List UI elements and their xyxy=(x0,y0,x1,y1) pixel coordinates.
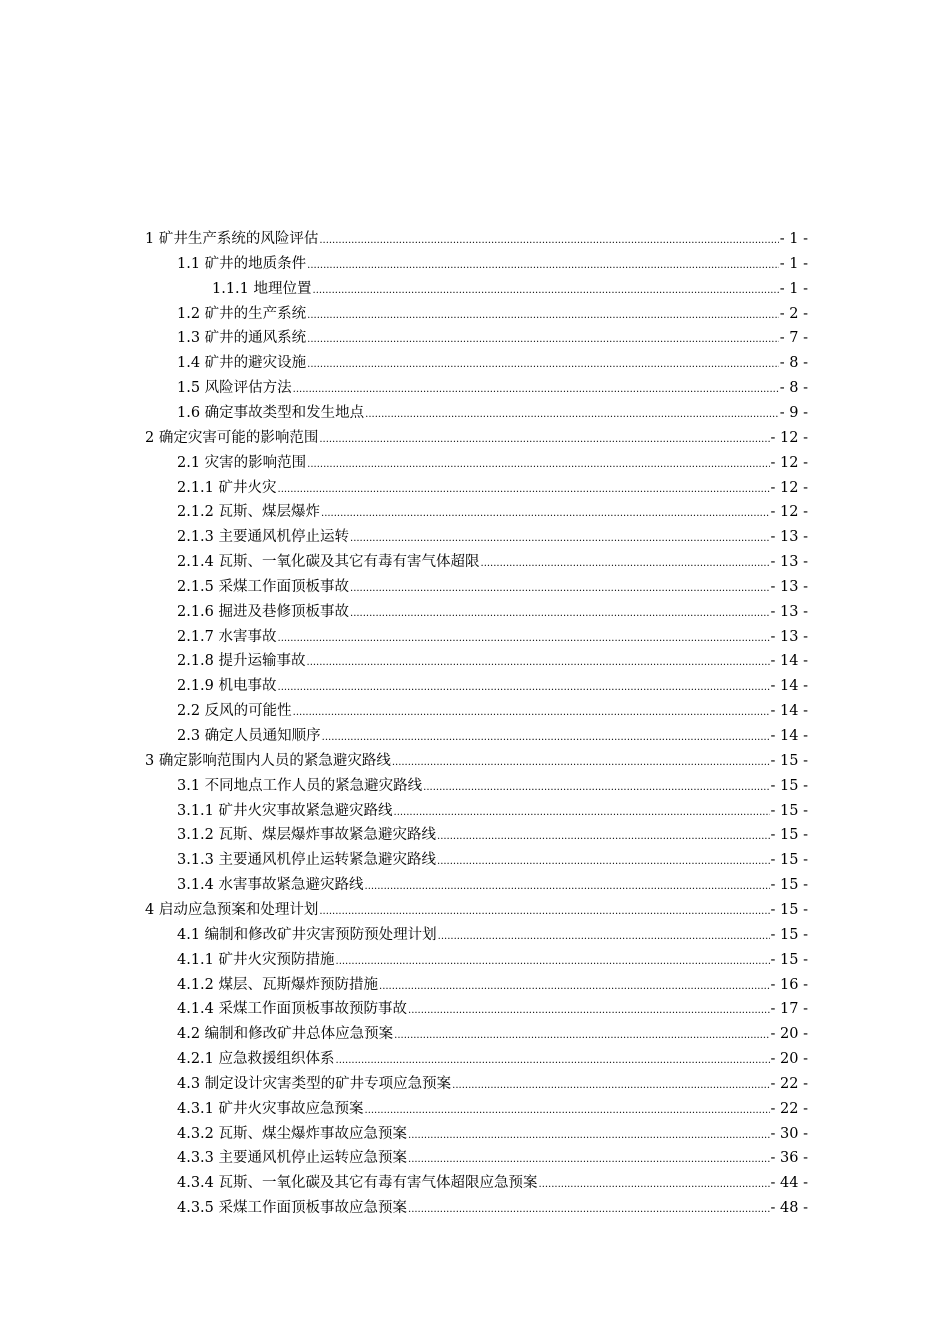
toc-entry-title: 2.1.1 矿井火灾 xyxy=(177,479,277,496)
toc-entry-title: 2.1.2 瓦斯、煤层爆炸 xyxy=(177,504,321,521)
toc-entry[interactable] xyxy=(177,402,808,424)
toc-entry[interactable] xyxy=(177,1098,808,1120)
toc-dot-leader xyxy=(437,851,770,871)
toc-entry-page-number: - 9 - xyxy=(779,404,808,421)
toc-entry[interactable] xyxy=(177,998,808,1020)
toc-dot-leader xyxy=(319,230,778,250)
toc-entry[interactable] xyxy=(177,501,808,523)
toc-entry[interactable] xyxy=(177,974,808,996)
toc-entry-page-number: - 17 - xyxy=(770,1001,808,1018)
toc-entry-page-number: - 16 - xyxy=(770,976,808,993)
toc-dot-leader xyxy=(278,628,770,648)
toc-entry-page-number: - 12 - xyxy=(770,479,808,496)
toc-entry-title: 4.3.4 瓦斯、一氧化碳及其它有毒有害气体超限应急预案 xyxy=(177,1175,538,1192)
toc-entry-title: 1.1.1 地理位置 xyxy=(212,280,312,297)
toc-entry[interactable] xyxy=(145,750,808,772)
toc-entry-title: 2.1.8 提升运输事故 xyxy=(177,653,306,670)
toc-dot-leader xyxy=(307,652,770,672)
toc-entry-title: 2.1.5 采煤工作面顶板事故 xyxy=(177,578,350,595)
toc-entry-title: 2.1.4 瓦斯、一氧化碳及其它有毒有害气体超限 xyxy=(177,554,480,571)
toc-dot-leader xyxy=(307,255,779,275)
toc-dot-leader xyxy=(408,1000,770,1020)
toc-dot-leader xyxy=(365,404,779,424)
toc-entry-title: 2.2 反风的可能性 xyxy=(177,703,292,720)
toc-entry-title: 1.4 矿井的避灾设施 xyxy=(177,355,307,372)
toc-entry[interactable] xyxy=(145,228,808,250)
toc-entry-title: 2.1 灾害的影响范围 xyxy=(177,454,307,471)
toc-dot-leader xyxy=(438,926,770,946)
toc-entry-page-number: - 12 - xyxy=(770,454,808,471)
toc-entry-title: 2 确定灾害可能的影响范围 xyxy=(145,429,319,446)
toc-entry-title: 3.1.4 水害事故紧急避灾路线 xyxy=(177,877,364,894)
toc-entry-page-number: - 15 - xyxy=(770,827,808,844)
toc-dot-leader xyxy=(319,901,769,921)
toc-entry[interactable] xyxy=(177,1073,808,1095)
toc-entry[interactable] xyxy=(177,874,808,896)
toc-entry-title: 2.1.3 主要通风机停止运转 xyxy=(177,529,350,546)
toc-dot-leader xyxy=(365,876,770,896)
toc-entry-title: 1.2 矿井的生产系统 xyxy=(177,305,307,322)
toc-entry-page-number: - 1 - xyxy=(779,255,808,272)
toc-entry-page-number: - 12 - xyxy=(770,504,808,521)
toc-dot-leader xyxy=(408,1199,770,1219)
toc-entry[interactable] xyxy=(177,675,808,697)
toc-entry-page-number: - 15 - xyxy=(770,901,808,918)
toc-entry[interactable] xyxy=(177,526,808,548)
toc-entry-page-number: - 12 - xyxy=(770,429,808,446)
toc-dot-leader xyxy=(321,503,770,523)
toc-dot-leader xyxy=(336,951,770,971)
toc-dot-leader xyxy=(394,802,770,822)
toc-entry-page-number: - 13 - xyxy=(770,603,808,620)
toc-dot-leader xyxy=(278,479,770,499)
toc-entry-page-number: - 13 - xyxy=(770,578,808,595)
toc-entry[interactable] xyxy=(177,576,808,598)
toc-dot-leader xyxy=(293,379,779,399)
toc-entry-page-number: - 14 - xyxy=(770,703,808,720)
toc-entry-title: 4.1.4 采煤工作面顶板事故预防事故 xyxy=(177,1001,408,1018)
toc-entry[interactable] xyxy=(177,849,808,871)
toc-entry[interactable] xyxy=(145,427,808,449)
toc-entry-title: 4.2 编制和修改矿井总体应急预案 xyxy=(177,1026,394,1043)
toc-dot-leader xyxy=(394,1025,769,1045)
toc-entry-title: 1.1 矿井的地质条件 xyxy=(177,255,307,272)
toc-entry[interactable] xyxy=(177,551,808,573)
toc-entry-title: 2.1.7 水害事故 xyxy=(177,628,277,645)
toc-entry-title: 4.3.2 瓦斯、煤尘爆炸事故应急预案 xyxy=(177,1125,408,1142)
toc-dot-leader xyxy=(307,305,779,325)
toc-entry[interactable] xyxy=(177,650,808,672)
toc-entry-title: 2.1.6 掘进及巷修顶板事故 xyxy=(177,603,350,620)
toc-entry[interactable] xyxy=(212,278,808,300)
toc-dot-leader xyxy=(408,1125,770,1145)
toc-entry-page-number: - 48 - xyxy=(770,1200,808,1217)
toc-entry-page-number: - 22 - xyxy=(770,1075,808,1092)
toc-entry[interactable] xyxy=(177,452,808,474)
toc-entry[interactable] xyxy=(177,700,808,722)
toc-entry-page-number: - 44 - xyxy=(770,1175,808,1192)
toc-dot-leader xyxy=(350,603,770,623)
toc-entry[interactable] xyxy=(177,775,808,797)
toc-entry-page-number: - 14 - xyxy=(770,678,808,695)
toc-entry[interactable] xyxy=(177,1023,808,1045)
toc-dot-leader xyxy=(350,578,770,598)
toc-dot-leader xyxy=(408,1149,770,1169)
toc-dot-leader xyxy=(423,777,769,797)
toc-entry-page-number: - 15 - xyxy=(770,926,808,943)
toc-entry-title: 4.2.1 应急救援组织体系 xyxy=(177,1051,335,1068)
toc-dot-leader xyxy=(293,702,770,722)
toc-dot-leader xyxy=(307,354,779,374)
toc-entry[interactable] xyxy=(177,626,808,648)
toc-entry-page-number: - 15 - xyxy=(770,802,808,819)
toc-entry[interactable] xyxy=(177,824,808,846)
toc-entry[interactable] xyxy=(177,1172,808,1194)
toc-dot-leader xyxy=(452,1075,769,1095)
toc-dot-leader xyxy=(278,677,770,697)
toc-entry-page-number: - 8 - xyxy=(779,380,808,397)
toc-dot-leader xyxy=(307,329,779,349)
toc-dot-leader xyxy=(379,976,770,996)
toc-entry-page-number: - 1 - xyxy=(779,280,808,297)
toc-entry-title: 2.1.9 机电事故 xyxy=(177,678,277,695)
toc-dot-leader xyxy=(313,280,779,300)
toc-entry-page-number: - 1 - xyxy=(779,231,808,247)
toc-entry-title: 3.1.1 矿井火灾事故紧急避灾路线 xyxy=(177,802,393,819)
toc-entry[interactable] xyxy=(177,1147,808,1169)
toc-entry-title: 4.1.2 煤层、瓦斯爆炸预防措施 xyxy=(177,976,379,993)
toc-entry-page-number: - 15 - xyxy=(770,877,808,894)
toc-entry-page-number: - 15 - xyxy=(770,951,808,968)
toc-entry-page-number: - 15 - xyxy=(770,777,808,794)
toc-entry[interactable] xyxy=(177,949,808,971)
toc-entry-page-number: - 20 - xyxy=(770,1026,808,1043)
toc-entry[interactable] xyxy=(177,601,808,623)
toc-entry-page-number: - 13 - xyxy=(770,554,808,571)
toc-entry-page-number: - 14 - xyxy=(770,728,808,744)
toc-dot-leader xyxy=(319,429,769,449)
toc-entry-title: 3.1 不同地点工作人员的紧急避灾路线 xyxy=(177,777,423,794)
toc-entry-page-number: - 2 - xyxy=(779,305,808,322)
toc-entry-title: 4.3.1 矿井火灾事故应急预案 xyxy=(177,1100,364,1117)
toc-entry-title: 3 确定影响范围内人员的紧急避灾路线 xyxy=(145,752,391,769)
toc-dot-leader xyxy=(539,1174,770,1194)
toc-entry[interactable] xyxy=(145,899,808,921)
toc-dot-leader xyxy=(481,553,770,573)
toc-entry[interactable] xyxy=(177,1123,808,1145)
toc-entry-title: 1.5 风险评估方法 xyxy=(177,380,292,397)
toc-entry[interactable] xyxy=(177,327,808,349)
toc-entry-title: 4.3.3 主要通风机停止运转应急预案 xyxy=(177,1150,408,1167)
toc-entry[interactable] xyxy=(177,477,808,499)
toc-entry[interactable] xyxy=(177,1197,808,1219)
toc-entry-page-number: - 30 - xyxy=(770,1125,808,1142)
toc-entry-page-number: - 15 - xyxy=(770,752,808,769)
toc-entry[interactable] xyxy=(177,253,808,275)
toc-entry-page-number: - 7 - xyxy=(779,330,808,347)
toc-entry-title: 1.6 确定事故类型和发生地点 xyxy=(177,404,365,421)
toc-entry[interactable] xyxy=(177,800,808,822)
toc-dot-leader xyxy=(437,826,770,846)
toc-entry[interactable] xyxy=(177,725,808,747)
toc-dot-leader xyxy=(336,1050,770,1070)
toc-entry[interactable] xyxy=(177,303,808,325)
toc-entry-title: 1 矿井生产系统的风险评估 xyxy=(145,231,319,247)
toc-entry[interactable] xyxy=(177,352,808,374)
toc-entry-page-number: - 22 - xyxy=(770,1100,808,1117)
toc-entry-page-number: - 14 - xyxy=(770,653,808,670)
toc-entry-title: 4.3.5 采煤工作面顶板事故应急预案 xyxy=(177,1200,408,1217)
toc-dot-leader xyxy=(392,752,770,772)
toc-entry-title: 1.3 矿井的通风系统 xyxy=(177,330,307,347)
toc-entry[interactable] xyxy=(177,924,808,946)
toc-entry-title: 4 启动应急预案和处理计划 xyxy=(145,901,319,918)
toc-entry-page-number: - 36 - xyxy=(770,1150,808,1167)
toc-entry-page-number: - 13 - xyxy=(770,529,808,546)
toc-dot-leader xyxy=(365,1100,770,1120)
toc-entry[interactable] xyxy=(177,377,808,399)
toc-entry-title: 4.3 制定设计灾害类型的矿井专项应急预案 xyxy=(177,1075,452,1092)
toc-entry-title: 3.1.3 主要通风机停止运转紧急避灾路线 xyxy=(177,852,437,869)
toc-entry-page-number: - 20 - xyxy=(770,1051,808,1068)
toc-entry-page-number: - 15 - xyxy=(770,852,808,869)
toc-entry-page-number: - 13 - xyxy=(770,628,808,645)
toc-entry-page-number: - 8 - xyxy=(779,355,808,372)
toc-entry-title: 2.3 确定人员通知顺序 xyxy=(177,728,321,744)
toc-entry[interactable] xyxy=(177,1048,808,1070)
toc-dot-leader xyxy=(322,727,770,747)
toc-entry-title: 4.1 编制和修改矿井灾害预防预处理计划 xyxy=(177,926,437,943)
toc-entry-title: 4.1.1 矿井火灾预防措施 xyxy=(177,951,335,968)
toc-dot-leader xyxy=(307,454,769,474)
toc-dot-leader xyxy=(350,528,770,548)
toc-entry-title: 3.1.2 瓦斯、煤层爆炸事故紧急避灾路线 xyxy=(177,827,437,844)
